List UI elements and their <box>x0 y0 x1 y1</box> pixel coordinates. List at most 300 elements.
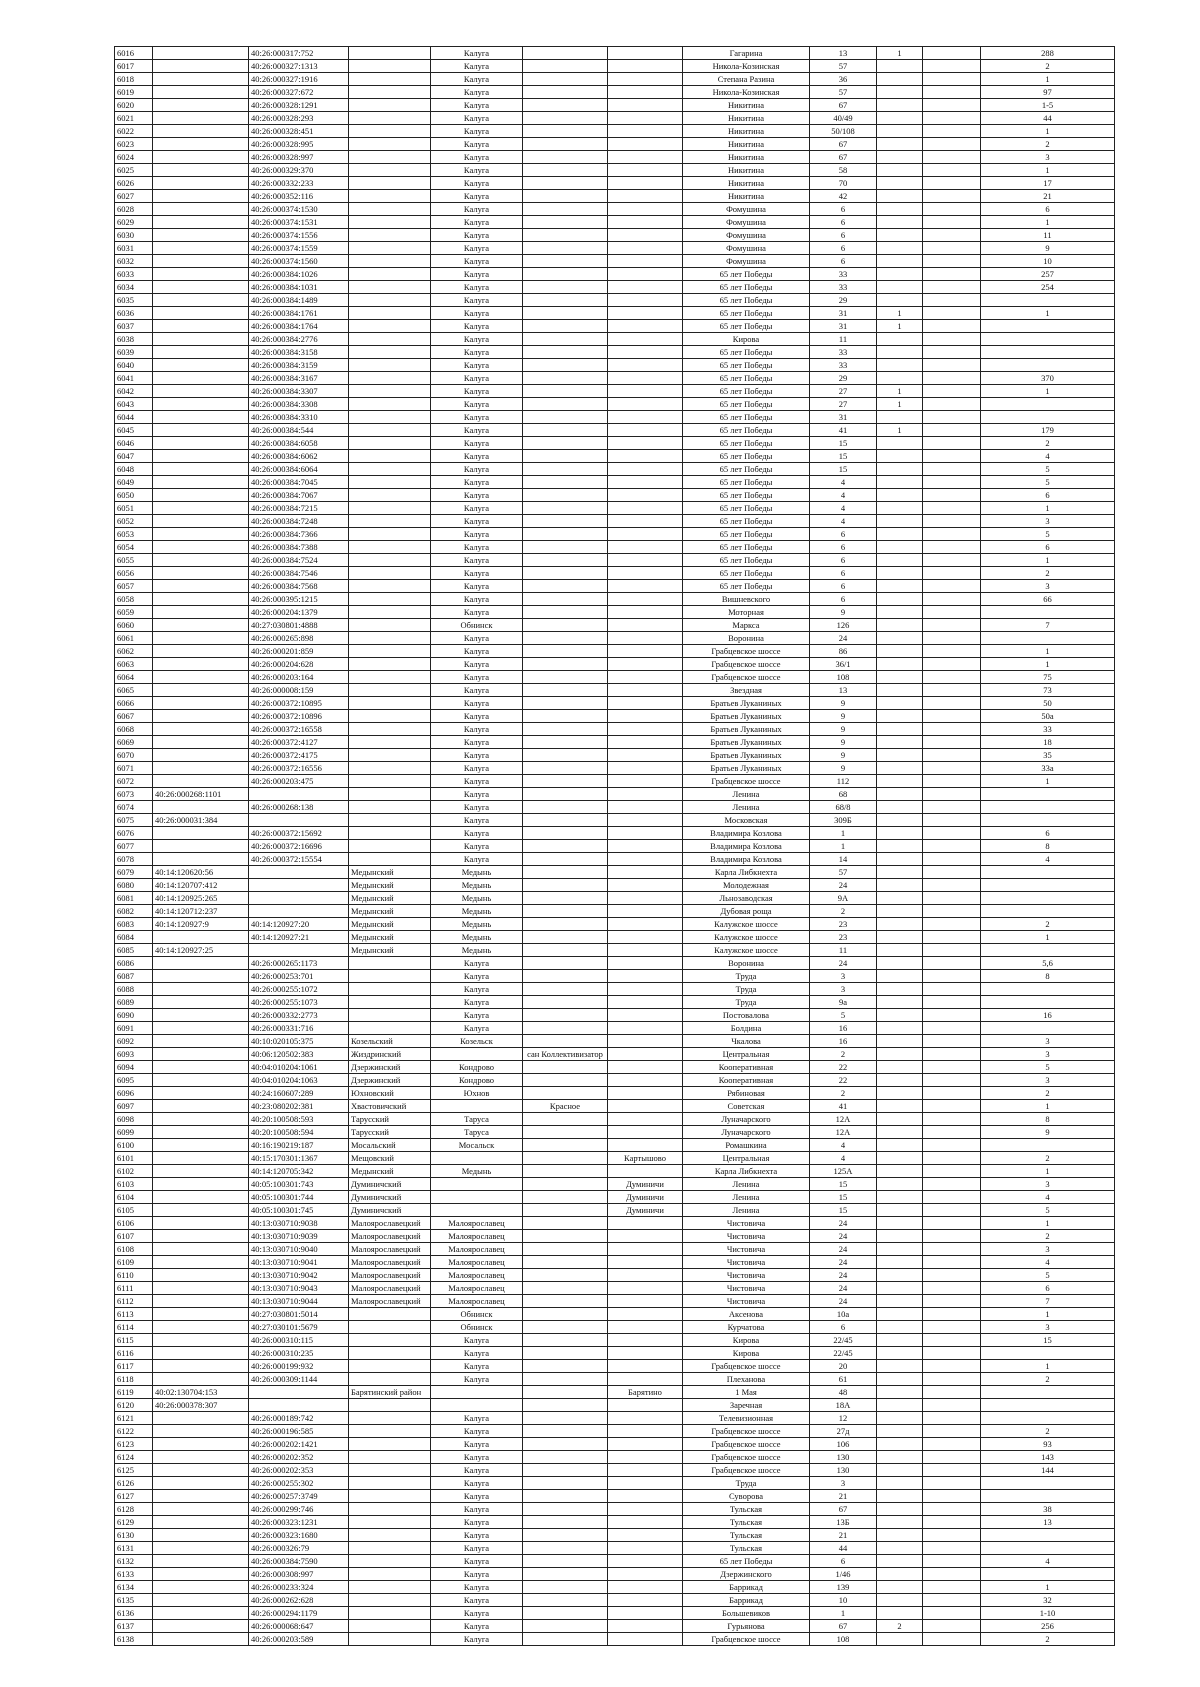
cell-cad_old <box>153 307 249 320</box>
cell-district: Медынский <box>349 944 431 957</box>
cell-num: 6045 <box>115 424 153 437</box>
cell-room: 3 <box>981 1035 1115 1048</box>
cell-num: 6126 <box>115 1477 153 1490</box>
cell-house: 41 <box>810 424 877 437</box>
cell-district <box>349 177 431 190</box>
cell-num: 6119 <box>115 1386 153 1399</box>
cell-building <box>877 1607 923 1620</box>
cell-city: Калуга <box>431 190 523 203</box>
cell-room: 8 <box>981 970 1115 983</box>
cell-district <box>349 320 431 333</box>
cell-building <box>877 814 923 827</box>
cell-house: 9а <box>810 996 877 1009</box>
cell-num: 6061 <box>115 632 153 645</box>
cell-street: Ленина <box>683 1204 810 1217</box>
cell-cad_old: 40:14:120925:265 <box>153 892 249 905</box>
table-body <box>115 47 1115 1646</box>
cell-flat <box>923 112 981 125</box>
cell-room <box>981 944 1115 957</box>
cell-room: 2 <box>981 60 1115 73</box>
cell-settlement <box>523 1464 608 1477</box>
cell-cad_old <box>153 346 249 359</box>
cell-village <box>608 1581 683 1594</box>
cell-street: Никитина <box>683 112 810 125</box>
cell-village <box>608 606 683 619</box>
table-row <box>115 710 1115 723</box>
cell-city: Калуга <box>431 1529 523 1542</box>
cell-cad_old <box>153 1269 249 1282</box>
cell-cad: 40:20:100508:594 <box>249 1126 349 1139</box>
cell-settlement <box>523 411 608 424</box>
cell-building <box>877 866 923 879</box>
cell-district <box>349 1594 431 1607</box>
cell-flat <box>923 775 981 788</box>
cell-num: 6065 <box>115 684 153 697</box>
cell-flat <box>923 866 981 879</box>
cell-city <box>431 1204 523 1217</box>
table-row <box>115 1100 1115 1113</box>
table-row <box>115 684 1115 697</box>
cell-street: Большевиков <box>683 1607 810 1620</box>
cell-cad_old: 40:14:120927:9 <box>153 918 249 931</box>
cell-cad: 40:05:100301:744 <box>249 1191 349 1204</box>
cell-num: 6102 <box>115 1165 153 1178</box>
cell-city: Малоярославец <box>431 1282 523 1295</box>
cell-house: 9 <box>810 749 877 762</box>
cell-city: Обнинск <box>431 1321 523 1334</box>
cell-num: 6026 <box>115 177 153 190</box>
cell-house: 2 <box>810 905 877 918</box>
cell-house: 9 <box>810 723 877 736</box>
cell-house: 1 <box>810 840 877 853</box>
cell-cad_old <box>153 1282 249 1295</box>
cell-house: 42 <box>810 190 877 203</box>
cell-cad_old <box>153 99 249 112</box>
cell-district: Мосальский <box>349 1139 431 1152</box>
cell-village <box>608 684 683 697</box>
cell-room: 2 <box>981 1373 1115 1386</box>
cell-village <box>608 1555 683 1568</box>
cell-building <box>877 736 923 749</box>
cell-street: Чистовича <box>683 1295 810 1308</box>
cell-flat <box>923 1113 981 1126</box>
cell-building <box>877 697 923 710</box>
cell-cad_old <box>153 1113 249 1126</box>
cell-flat <box>923 242 981 255</box>
cell-room: 2 <box>981 918 1115 931</box>
cell-building <box>877 1399 923 1412</box>
cell-house: 4 <box>810 515 877 528</box>
cell-house: 21 <box>810 1529 877 1542</box>
cell-cad: 40:26:000372:16558 <box>249 723 349 736</box>
cell-street: Центральная <box>683 1152 810 1165</box>
cell-house: 44 <box>810 1542 877 1555</box>
cell-city: Калуга <box>431 99 523 112</box>
cell-village <box>608 437 683 450</box>
cell-village <box>608 723 683 736</box>
cell-district <box>349 684 431 697</box>
cell-flat <box>923 1386 981 1399</box>
cell-settlement <box>523 190 608 203</box>
cell-cad_old <box>153 684 249 697</box>
cell-city: Медынь <box>431 866 523 879</box>
cell-city: Калуга <box>431 502 523 515</box>
cell-room: 6 <box>981 203 1115 216</box>
cell-house: 13 <box>810 684 877 697</box>
table-row <box>115 593 1115 606</box>
table-row <box>115 1490 1115 1503</box>
cell-district: Малоярославецкий <box>349 1243 431 1256</box>
cell-room <box>981 320 1115 333</box>
cell-flat <box>923 840 981 853</box>
cell-house: 61 <box>810 1373 877 1386</box>
cell-num: 6112 <box>115 1295 153 1308</box>
cell-cad <box>249 1399 349 1412</box>
cell-district <box>349 385 431 398</box>
cell-house: 3 <box>810 983 877 996</box>
cell-room: 2 <box>981 1152 1115 1165</box>
cell-flat <box>923 1464 981 1477</box>
cell-district <box>349 1464 431 1477</box>
cell-building <box>877 892 923 905</box>
cell-settlement: Красное <box>523 1100 608 1113</box>
cell-cad_old <box>153 632 249 645</box>
cell-building <box>877 1165 923 1178</box>
cell-settlement <box>523 333 608 346</box>
cell-city: Калуга <box>431 203 523 216</box>
cell-room: 2 <box>981 138 1115 151</box>
cell-city: Калуга <box>431 372 523 385</box>
cell-city: Калуга <box>431 606 523 619</box>
cell-room: 9 <box>981 242 1115 255</box>
cell-flat <box>923 645 981 658</box>
cell-room <box>981 788 1115 801</box>
table-row <box>115 411 1115 424</box>
cell-room: 66 <box>981 593 1115 606</box>
cell-street: Тульская <box>683 1542 810 1555</box>
cell-house: 4 <box>810 476 877 489</box>
cell-building <box>877 242 923 255</box>
cell-cad_old <box>153 1490 249 1503</box>
cell-flat <box>923 801 981 814</box>
cell-house: 67 <box>810 151 877 164</box>
cell-building <box>877 632 923 645</box>
cell-num: 6017 <box>115 60 153 73</box>
cell-room: 3 <box>981 1074 1115 1087</box>
cell-city: Калуга <box>431 489 523 502</box>
cell-district <box>349 99 431 112</box>
cell-settlement <box>523 1126 608 1139</box>
cell-settlement <box>523 99 608 112</box>
cell-cad: 40:26:000374:1560 <box>249 255 349 268</box>
cell-city: Калуга <box>431 164 523 177</box>
cell-street: 65 лет Победы <box>683 294 810 307</box>
cell-city: Калуга <box>431 1022 523 1035</box>
table-row <box>115 619 1115 632</box>
cell-city: Калуга <box>431 736 523 749</box>
cell-num: 6067 <box>115 710 153 723</box>
cell-house: 2 <box>810 1048 877 1061</box>
table-row <box>115 112 1115 125</box>
table-row <box>115 138 1115 151</box>
cell-num: 6098 <box>115 1113 153 1126</box>
cell-num: 6115 <box>115 1334 153 1347</box>
cell-district <box>349 515 431 528</box>
table-row <box>115 554 1115 567</box>
cell-village <box>608 1425 683 1438</box>
cell-room: 1 <box>981 502 1115 515</box>
cell-district <box>349 216 431 229</box>
table-row <box>115 398 1115 411</box>
table-row <box>115 1633 1115 1646</box>
cell-cad: 40:26:000384:3310 <box>249 411 349 424</box>
cell-cad: 40:13:030710:9043 <box>249 1282 349 1295</box>
cell-street: 65 лет Победы <box>683 450 810 463</box>
cell-settlement <box>523 1191 608 1204</box>
cell-settlement <box>523 1282 608 1295</box>
cell-house: 309Б <box>810 814 877 827</box>
cell-building <box>877 190 923 203</box>
cell-num: 6034 <box>115 281 153 294</box>
cell-room: 3 <box>981 580 1115 593</box>
cell-settlement <box>523 801 608 814</box>
cell-flat <box>923 1217 981 1230</box>
cell-street: Чистовича <box>683 1217 810 1230</box>
cell-street: Чистовича <box>683 1269 810 1282</box>
cell-street: Братьев Луканиных <box>683 749 810 762</box>
cell-room: 75 <box>981 671 1115 684</box>
cell-settlement <box>523 203 608 216</box>
cell-village <box>608 411 683 424</box>
cell-cad: 40:26:000309:1144 <box>249 1373 349 1386</box>
cell-building <box>877 1139 923 1152</box>
cell-cad: 40:26:000384:7568 <box>249 580 349 593</box>
cell-settlement <box>523 970 608 983</box>
table-row <box>115 99 1115 112</box>
cell-settlement <box>523 1568 608 1581</box>
cell-building <box>877 879 923 892</box>
cell-settlement <box>523 658 608 671</box>
cell-village <box>608 1243 683 1256</box>
cell-room: 370 <box>981 372 1115 385</box>
cell-room: 4 <box>981 853 1115 866</box>
cell-village <box>608 749 683 762</box>
cell-house: 24 <box>810 1230 877 1243</box>
cell-district <box>349 970 431 983</box>
table-row <box>115 463 1115 476</box>
cell-house: 67 <box>810 138 877 151</box>
cell-settlement <box>523 1581 608 1594</box>
cell-village <box>608 697 683 710</box>
cell-settlement <box>523 736 608 749</box>
cell-flat <box>923 1126 981 1139</box>
cell-flat <box>923 320 981 333</box>
cell-settlement <box>523 307 608 320</box>
cell-cad: 40:26:000332:2773 <box>249 1009 349 1022</box>
cell-district <box>349 1412 431 1425</box>
cell-num: 6117 <box>115 1360 153 1373</box>
cell-village <box>608 1373 683 1386</box>
cell-village <box>608 879 683 892</box>
cell-cad_old <box>153 1412 249 1425</box>
cell-street: 65 лет Победы <box>683 268 810 281</box>
cell-city: Калуга <box>431 1373 523 1386</box>
cell-cad_old <box>153 931 249 944</box>
cell-room: 5 <box>981 1061 1115 1074</box>
cell-cad_old <box>153 996 249 1009</box>
cell-settlement <box>523 47 608 60</box>
cell-district: Малоярославецкий <box>349 1256 431 1269</box>
cell-settlement <box>523 463 608 476</box>
cell-street: Фомушина <box>683 216 810 229</box>
cell-street: 65 лет Победы <box>683 515 810 528</box>
cell-cad_old <box>153 229 249 242</box>
cell-num: 6135 <box>115 1594 153 1607</box>
cell-village <box>608 177 683 190</box>
cell-street: Аксенова <box>683 1308 810 1321</box>
cell-cad_old <box>153 112 249 125</box>
cell-district <box>349 359 431 372</box>
cell-building: 1 <box>877 424 923 437</box>
cell-district: Думиничский <box>349 1204 431 1217</box>
cell-flat <box>923 99 981 112</box>
cell-cad_old <box>153 528 249 541</box>
cell-house: 6 <box>810 229 877 242</box>
table-row <box>115 1620 1115 1633</box>
cell-cad: 40:24:160607:289 <box>249 1087 349 1100</box>
cell-flat <box>923 1100 981 1113</box>
cell-village <box>608 1412 683 1425</box>
cell-settlement <box>523 1321 608 1334</box>
cell-building <box>877 970 923 983</box>
cell-city: Калуга <box>431 1425 523 1438</box>
table-row <box>115 658 1115 671</box>
cell-building <box>877 255 923 268</box>
cell-settlement <box>523 788 608 801</box>
cell-cad_old <box>153 502 249 515</box>
table-row <box>115 216 1115 229</box>
cell-settlement <box>523 866 608 879</box>
cell-num: 6105 <box>115 1204 153 1217</box>
cell-cad_old: 40:14:120707:412 <box>153 879 249 892</box>
cell-district <box>349 801 431 814</box>
cell-room <box>981 606 1115 619</box>
cell-city: Калуга <box>431 1581 523 1594</box>
cell-city: Калуга <box>431 385 523 398</box>
cell-street: Дубовая роща <box>683 905 810 918</box>
table-row <box>115 1009 1115 1022</box>
table-row <box>115 1035 1115 1048</box>
cell-street: Тульская <box>683 1503 810 1516</box>
cell-settlement <box>523 554 608 567</box>
cell-street: 65 лет Победы <box>683 489 810 502</box>
cell-cad: 40:26:000008:159 <box>249 684 349 697</box>
cell-street: 65 лет Победы <box>683 346 810 359</box>
cell-village: Думиничи <box>608 1191 683 1204</box>
cell-room <box>981 1490 1115 1503</box>
cell-city: Калуга <box>431 307 523 320</box>
cell-house: 9 <box>810 736 877 749</box>
cell-street: Ленина <box>683 801 810 814</box>
cell-cad_old <box>153 86 249 99</box>
cell-flat <box>923 1178 981 1191</box>
table-row <box>115 1087 1115 1100</box>
cell-house: 27д <box>810 1425 877 1438</box>
cell-cad_old <box>153 47 249 60</box>
table-row <box>115 645 1115 658</box>
cell-room: 1 <box>981 1308 1115 1321</box>
cell-cad: 40:26:000204:1379 <box>249 606 349 619</box>
cell-district: Малоярославецкий <box>349 1295 431 1308</box>
cell-district <box>349 1321 431 1334</box>
cell-cad_old <box>153 957 249 970</box>
cell-building <box>877 723 923 736</box>
cell-city: Малоярославец <box>431 1256 523 1269</box>
cell-village <box>608 593 683 606</box>
cell-cad: 40:26:000317:752 <box>249 47 349 60</box>
cell-district: Медынский <box>349 866 431 879</box>
table-row <box>115 359 1115 372</box>
cell-settlement <box>523 255 608 268</box>
cell-street: Ленина <box>683 788 810 801</box>
cell-settlement <box>523 697 608 710</box>
cell-flat <box>923 190 981 203</box>
table-row <box>115 86 1115 99</box>
cell-cad_old <box>153 255 249 268</box>
cell-street: Воронина <box>683 632 810 645</box>
cell-city: Калуга <box>431 1490 523 1503</box>
cell-city: Калуга <box>431 580 523 593</box>
cell-city <box>431 1399 523 1412</box>
cell-village <box>608 671 683 684</box>
table-row <box>115 307 1115 320</box>
cell-settlement <box>523 983 608 996</box>
cell-district <box>349 125 431 138</box>
cell-city: Калуга <box>431 1412 523 1425</box>
cell-num: 6041 <box>115 372 153 385</box>
cell-cad: 40:26:000384:7067 <box>249 489 349 502</box>
cell-district: Барятинский район <box>349 1386 431 1399</box>
cell-flat <box>923 424 981 437</box>
cell-flat <box>923 1087 981 1100</box>
cell-city: Юхнов <box>431 1087 523 1100</box>
cell-num: 6120 <box>115 1399 153 1412</box>
cell-village <box>608 242 683 255</box>
cell-city: Калуга <box>431 138 523 151</box>
cell-street: 65 лет Победы <box>683 554 810 567</box>
cell-num: 6100 <box>115 1139 153 1152</box>
cell-street: Фомушина <box>683 203 810 216</box>
cell-building <box>877 333 923 346</box>
table-row <box>115 1022 1115 1035</box>
cell-house: 23 <box>810 931 877 944</box>
cell-street: 1 Мая <box>683 1386 810 1399</box>
cell-num: 6066 <box>115 697 153 710</box>
cell-num: 6053 <box>115 528 153 541</box>
cell-room: 10 <box>981 255 1115 268</box>
cell-village <box>608 1308 683 1321</box>
cell-district <box>349 60 431 73</box>
cell-room: 143 <box>981 1451 1115 1464</box>
table-row <box>115 1347 1115 1360</box>
cell-room: 1 <box>981 554 1115 567</box>
cell-city: Калуга <box>431 515 523 528</box>
cell-cad: 40:26:000327:1916 <box>249 73 349 86</box>
cell-room: 256 <box>981 1620 1115 1633</box>
cell-room <box>981 879 1115 892</box>
cell-cad: 40:13:030710:9044 <box>249 1295 349 1308</box>
cell-building <box>877 1217 923 1230</box>
